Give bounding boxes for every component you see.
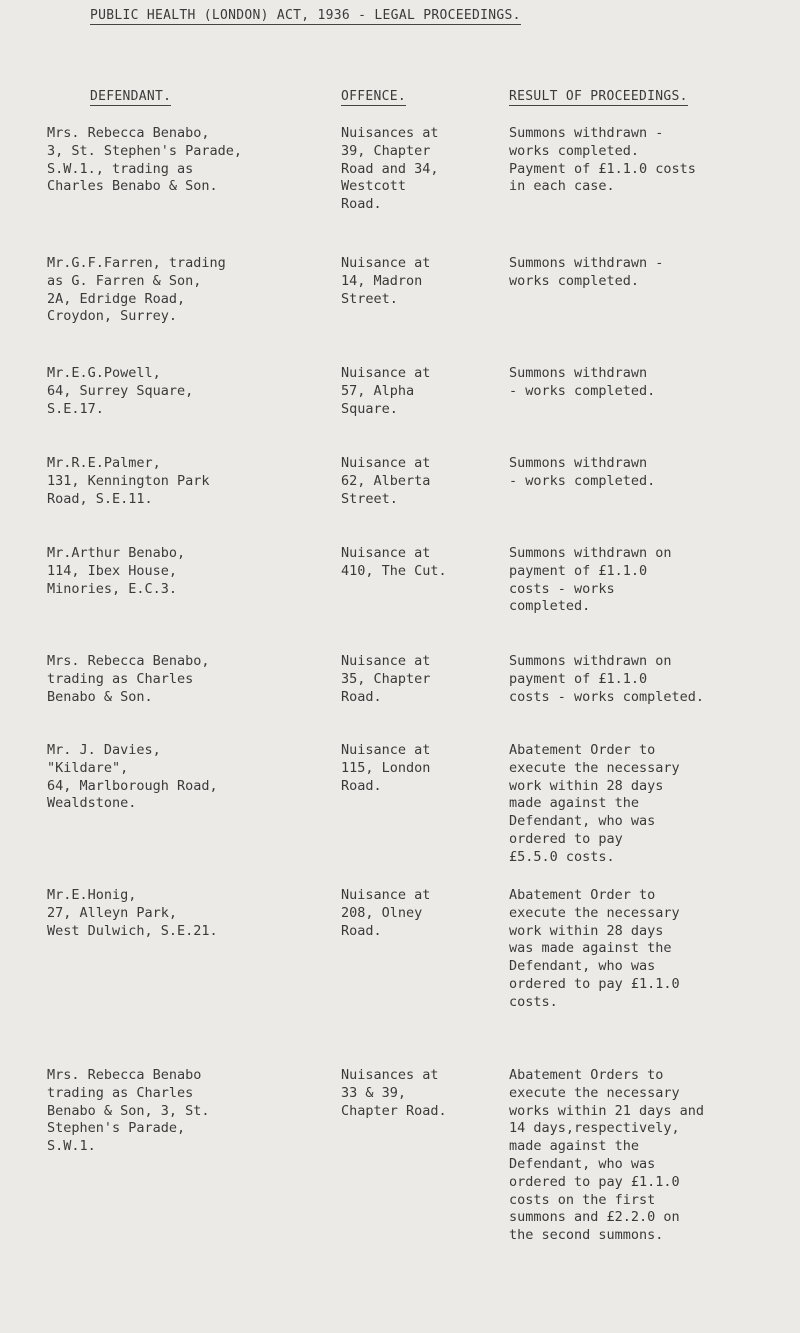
row-9-offence: Nuisances at 33 & 39, Chapter Road. (341, 1067, 447, 1119)
row-2-defendant: Mr.G.F.Farren, trading as G. Farren & Son, 2A, Edridge Road, Croydon, Surrey. (47, 255, 226, 325)
row-4-offence: Nuisance at 62, Alberta Street. (341, 455, 431, 507)
row-2-result: Summons withdrawn - works completed. (509, 255, 664, 289)
header-defendant: DEFENDANT. (90, 89, 172, 104)
row-3-result: Summons withdrawn - works completed. (509, 365, 656, 399)
page-title: PUBLIC HEALTH (LONDON) ACT, 1936 - LEGAL PROCEEDINGS. (90, 8, 521, 23)
row-5-result: Summons withdrawn on payment of £1.1.0 costs - works completed. (509, 545, 672, 615)
row-6-defendant: Mrs. Rebecca Benabo, trading as Charles Benabo & Son. (47, 653, 210, 705)
row-8-result: Abatement Order to execute the necessary work within 28 days was made against the Defendant, who was ordered to pay £1.1.0 costs. (509, 887, 680, 1010)
row-1-result: Summons withdrawn - works completed. Payment of £1.1.0 costs in each case. (509, 125, 696, 195)
row-3-offence: Nuisance at 57, Alpha Square. (341, 365, 431, 417)
row-2-offence: Nuisance at 14, Madron Street. (341, 255, 431, 307)
row-4-defendant: Mr.R.E.Palmer, 131, Kennington Park Road, S.E.11. (47, 455, 210, 507)
header-offence: OFFENCE. (341, 89, 407, 104)
row-1-defendant: Mrs. Rebecca Benabo, 3, St. Stephen's Parade, S.W.1., trading as Charles Benabo & Son. (47, 125, 243, 195)
row-5-defendant: Mr.Arthur Benabo, 114, Ibex House, Minories, E.C.3. (47, 545, 186, 597)
row-4-result: Summons withdrawn - works completed. (509, 455, 656, 489)
row-8-offence: Nuisance at 208, Olney Road. (341, 887, 431, 939)
row-5-offence: Nuisance at 410, The Cut. (341, 545, 447, 579)
row-9-defendant: Mrs. Rebecca Benabo trading as Charles Benabo & Son, 3, St. Stephen's Parade, S.W.1. (47, 1067, 210, 1155)
header-result: RESULT OF PROCEEDINGS. (509, 89, 688, 104)
row-3-defendant: Mr.E.G.Powell, 64, Surrey Square, S.E.17. (47, 365, 194, 417)
row-9-result: Abatement Orders to execute the necessary works within 21 days and 14 days,respectively, made against the Defendant, who was ordered to pay £1.1.0 costs on the first summons and £2.2.0 on the second summons. (509, 1067, 705, 1244)
row-7-offence: Nuisance at 115, London Road. (341, 742, 431, 794)
row-6-result: Summons withdrawn on payment of £1.1.0 costs - works completed. (509, 653, 705, 705)
row-7-result: Abatement Order to execute the necessary work within 28 days made against the Defendant, who was ordered to pay £5.5.0 costs. (509, 742, 680, 865)
row-6-offence: Nuisance at 35, Chapter Road. (341, 653, 431, 705)
row-7-defendant: Mr. J. Davies, "Kildare", 64, Marlborough Road, Wealdstone. (47, 742, 218, 812)
row-1-offence: Nuisances at 39, Chapter Road and 34, Westcott Road. (341, 125, 439, 213)
row-8-defendant: Mr.E.Honig, 27, Alleyn Park, West Dulwich, S.E.21. (47, 887, 218, 939)
